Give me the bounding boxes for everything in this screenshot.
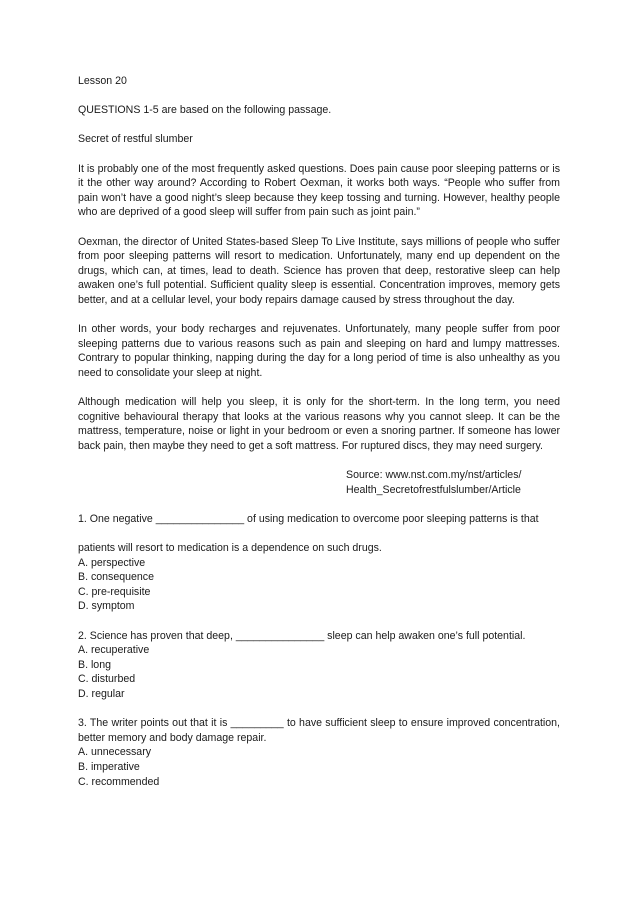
question-2-stem: 2. Science has proven that deep, _______________ sleep can help awaken one’s full potential. <box>78 629 526 642</box>
question-1-stem-continued: patients will resort to medication is a dependence on such drugs. <box>78 542 382 554</box>
question-3-option-b: B. imperative <box>78 760 140 773</box>
question-1 <box>78 512 560 614</box>
question-2-option-a: A. recuperative <box>78 644 150 657</box>
question-3-option-c: C. recommended <box>78 775 160 788</box>
passage-paragraph-3: In other words, your body recharges and rejuvenates. Unfortunately, many people suffer from poor sleeping patterns due to various reasons such as pain and sleeping on hard and lumpy mattresses. Contrary to popular thinking, napping during the day for a long period of time is also unhealthy as you need to consolidate your sleep at night. <box>78 323 560 379</box>
lesson-heading: Lesson 20 <box>78 75 127 87</box>
document-page <box>78 74 560 789</box>
question-2-option-b: B. long <box>78 658 111 671</box>
source-line-1: Source: www.nst.com.my/nst/articles/ <box>346 469 522 482</box>
question-3-stem: 3. The writer points out that it is _________ to have sufficient sleep to ensure improved concentration, better memory and body damage repair. <box>78 717 560 744</box>
question-2 <box>78 629 560 702</box>
instructions-text: QUESTIONS 1-5 are based on the following passage. <box>78 104 332 117</box>
source-citation <box>78 468 560 497</box>
question-1-option-b: B. consequence <box>78 571 154 584</box>
question-3 <box>78 716 560 789</box>
passage-title: Secret of restful slumber <box>78 133 193 146</box>
question-1-stem: 1. One negative _______________ of using medication to overcome poor sleeping patterns is that <box>78 512 539 525</box>
source-line-2: Health_Secretofrestfulslumber/Article <box>346 483 521 496</box>
question-3-option-a: A. unnecessary <box>78 746 152 759</box>
passage-paragraph-1: It is probably one of the most frequently asked questions. Does pain cause poor sleeping patterns or is it the other way around? According to Robert Oexman, it works both ways. “People who suffer from pain won’t have a good night’s sleep because they keep tossing and turning. However, healthy people who are deprived of a good sleep will suffer from pain such as joint pain.” <box>78 162 560 219</box>
passage-paragraph-2: Oexman, the director of United States-based Sleep To Live Institute, says millions of people who suffer from poor sleeping patterns will resort to medication. Unfortunately, many end up dependent on the drugs, which can, at times, lead to death. Science has proven that deep, restorative sleep can help awaken one’s full potential. Sufficient quality sleep is essential. Concentration improves, memory gets better, and at a cellular level, your body repairs damage caused by stress throughout the day. <box>78 235 560 306</box>
question-2-option-d: D. regular <box>78 687 125 700</box>
passage-paragraph-4: Although medication will help you sleep, it is only for the short-term. In the long term, you need cognitive behavioural therapy that looks at the various reasons why you cannot sleep. It can be the mattress, temperature, noise or light in your bedroom or even a snoring partner. If someone has lower back pain, then maybe they need to get a soft mattress. For ruptured discs, they may need surgery. <box>78 396 560 452</box>
question-1-option-c: C. pre-requisite <box>78 585 151 598</box>
question-1-option-d: D. symptom <box>78 600 135 613</box>
question-1-option-a: A. perspective <box>78 556 146 569</box>
question-2-option-c: C. disturbed <box>78 673 136 686</box>
